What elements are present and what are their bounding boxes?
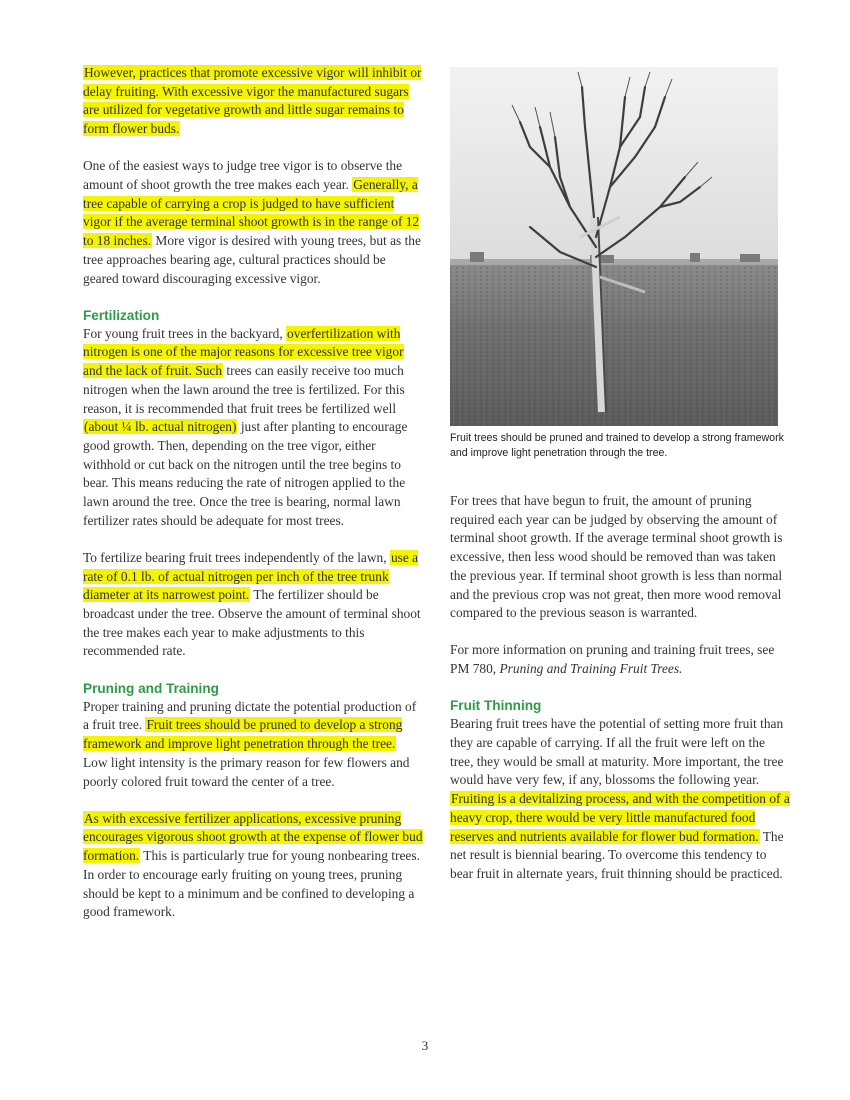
body-text: For more information on pruning and training fruit trees, see PM 780, [450,642,775,677]
highlighted-text: use a rate of 0.1 lb. of actual nitrogen per inch of the tree trunk diameter at its narrowest point. [83,549,419,603]
body-text: trees can easily receive too much nitrogen when the lawn around the tree is fertilized. For this reason, it is recommended that fruit trees be fertilized well [83,363,405,416]
paragraph-vigor-intro [83,64,423,139]
paragraph-pruning [83,698,423,792]
right-column [450,492,790,902]
publication-title: Pruning and Training Fruit Trees. [499,661,683,677]
highlighted-text: As with excessive fertilizer applications, excessive pruning encourages vigorous shoot growth at the expense of flower bud formation. [83,810,423,864]
highlighted-text: Fruit trees should be pruned to develop a strong framework and improve light penetration through the tree. [83,717,403,752]
highlighted-text: However, practices that promote excessive vigor will inhibit or delay fruiting. With excessive vigor the manufactured sugars are utilized for vegetative growth and little sugar remains to form flower buds. [83,65,422,137]
heading-pruning-training: Pruning and Training [83,680,219,696]
heading-fertilization: Fertilization [83,307,160,323]
page-number: 3 [421,1038,429,1053]
left-column [83,64,423,940]
body-text: For young fruit trees in the backyard, [83,325,287,341]
paragraph-pruning-amount: For trees that have begun to fruit, the amount of pruning required each year can be judged by observing the amount of terminal shoot growth. If the average terminal shoot growth is excessive, then less wood should be removed than was taken the previous year. If terminal shoot growth is less than normal and the previous crop was not great, then more wood removal compared to the previous season is warranted. [450,493,783,621]
highlighted-text: Fruiting is a devitalizing process, and with the competition of a heavy crop, there would be very little manufactured food reserves and nutrients available for flower bud formation. [450,791,790,844]
body-text: The fertilizer should be broadcast under the tree. Observe the amount of terminal shoot the tree makes each year to make adjustments to this recommended rate. [83,587,421,659]
paragraph-fertilization-bearing [83,549,423,661]
highlighted-text: (about ¼ lb. actual nitrogen) [84,419,237,435]
body-text: Proper training and pruning dictate the potential production of a fruit tree. [83,698,417,733]
highlighted-text: overfertilization with nitrogen is one of the major reasons for excessive tree vigor and the lack of fruit. Such [83,325,404,379]
body-text: Low light intensity is the primary reason for few flowers and poorly colored fruit toward the center of a tree. [83,754,410,789]
heading-fruit-thinning: Fruit Thinning [450,698,542,714]
paragraph-fruit-thinning [450,715,790,883]
paragraph-judge-vigor [83,157,423,288]
paragraph-fertilization-young [83,325,423,531]
body-text: To fertilize bearing fruit trees independently of the lawn, [83,549,390,565]
body-text: This is particularly true for young nonbearing trees. In order to encourage early fruiting on young trees, pruning should be kept to a minimum and be confined to developing a good framework. [83,848,420,920]
body-text: One of the easiest ways to judge tree vigor is to observe the amount of shoot growth the tree makes each year. [83,158,403,193]
fruit-tree-photo [450,67,778,426]
highlighted-text: Generally, a tree capable of carrying a crop is judged to have sufficient vigor if the average terminal shoot growth is in the range of 12 to 18 inches. [83,177,420,249]
body-text: just after planting to encourage good growth. Then, depending on the tree vigor, either withhold or cut back on the nitrogen until the tree begins to bear. This means reducing the rate of nitrogen applied to the lawn around the tree. Once the tree is bearing, normal lawn fertilizer rates should be adequate for most trees. [83,419,408,528]
body-text: Bearing fruit trees have the potential of setting more fruit than they are capable of carrying. If all the fruit were left on the tree, they would be small at maturity. More important, the tree would have very few, if any, blossoms the following year. [450,716,784,788]
paragraph-excessive-pruning [83,810,423,922]
paragraph-more-info [450,641,790,678]
figure-caption: Fruit trees should be pruned and trained to develop a strong framework and improve light penetration through the tree. [450,432,784,459]
body-text: More vigor is desired with young trees, but as the tree approaches bearing age, cultural practices should be geared toward discouraging excessive vigor. [83,233,421,286]
body-text: The net result is biennial bearing. To overcome this tendency to bear fruit in alternate years, fruit thinning should be practiced. [450,828,784,881]
